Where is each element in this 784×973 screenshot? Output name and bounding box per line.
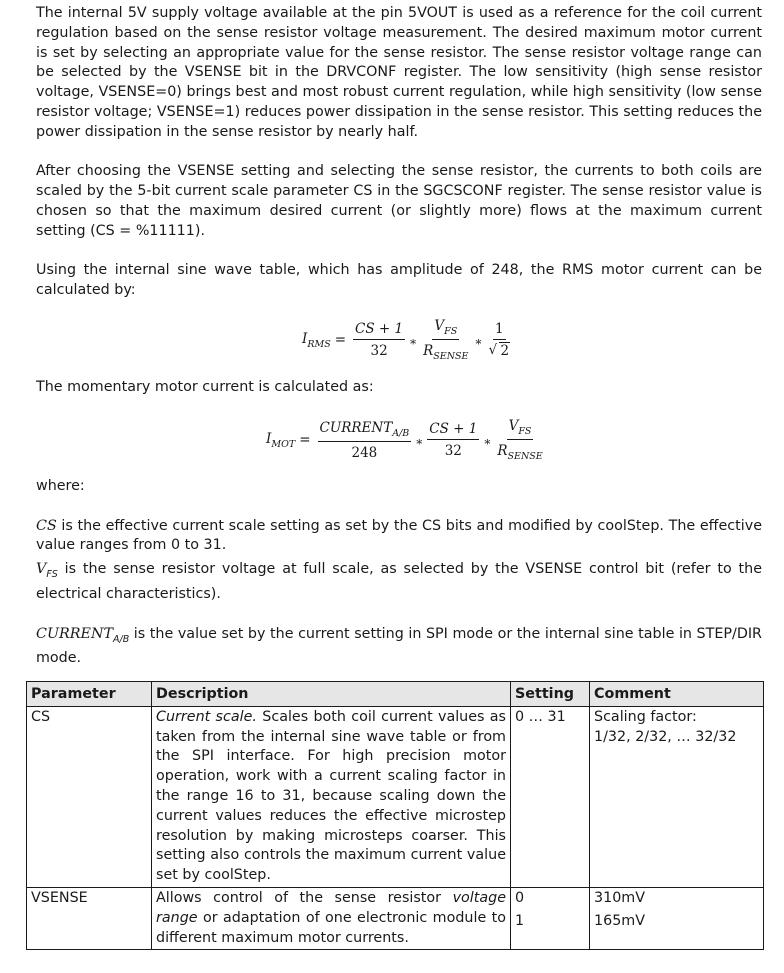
table-header-row — [27, 682, 764, 707]
table-row — [27, 887, 764, 949]
table-row — [27, 706, 764, 887]
document-body — [36, 4, 762, 301]
eq1-fraction-cs: $\frac{CS + 1}{32}$ — [355, 321, 404, 359]
paragraph-reference-voltage: The internal 5V supply voltage available at the pin 5VOUT is used as a reference for the coil current regulation based on the sense resistor voltage measurement. The desired maximum motor current is set by selecting an appropriate value for the sense resistor. The sense resistor voltage range can be selected by the VSENSE bit in the DRVCONF register. The low sensitivity (high sense resistor voltage, VSENSE=0) brings best and most robust current regulation, while high sensitivity (low sense resistor voltage; VSENSE=1) reduces power dissipation in the sense resistor. This setting reduces the power dissipation in the sense resistor by nearly half. — [36, 5, 762, 140]
eq2-lhs: $I_{MOT}$ — [266, 430, 296, 450]
header-setting: Setting — [511, 682, 590, 707]
eq2-fraction-vfs: $\frac{V_{FS}}{R_{SENSE}}$ — [497, 418, 543, 462]
equation-momentary-current: $I_{MOT}$ = $\frac{CURRENT_{A/B}}{248}$ * $\frac{CS + 1}{32}$ * $\frac{V_{FS}}{R_{SENSE}}$ — [266, 418, 543, 462]
sqrt-symbol: √ 2 — [488, 343, 510, 359]
paragraph-where: where: — [36, 478, 85, 494]
eq1-fraction-vfs: $\frac{V_{FS}}{R_{SENSE}}$ — [423, 318, 469, 362]
header-parameter: Parameter — [27, 682, 152, 707]
paragraph-momentary-intro: The momentary motor current is calculated as: — [36, 379, 374, 395]
definition-current: $CURRENT_{A/B}$ is the value set by the current setting in SPI mode or the internal sine table in STEP/DIR mode. — [36, 625, 762, 667]
eq1-lhs: $I_{RMS}$ — [302, 330, 331, 350]
cell-desc-cs: Current scale. Scales both coil current values as taken from the internal sine wave table or from the SPI interface. For high precision motor operation, work with a current scaling factor in the range 16 to 31, because scaling down the current values reduces the effective microstep resolution by making microsteps coarser. This setting also controls the maximum current value set by coolStep. — [152, 706, 511, 887]
eq2-fraction-current: $\frac{CURRENT_{A/B}}{248}$ — [319, 419, 410, 461]
paragraph-vsense-setting: After choosing the VSENSE setting and selecting the sense resistor, the currents to both coils are scaled by the 5-bit current scale parameter CS in the SGCSCONF register. The sense resistor value is chosen so that the maximum desired current (or slightly more) flows at the maximum current setting (CS = %11111). — [36, 163, 762, 239]
cell-param-cs: CS — [27, 706, 152, 887]
definition-vfs: $V_{FS}$ is the sense resistor voltage at full scale, as selected by the VSENSE control bit (refer to the electrical characteristics). — [36, 561, 762, 602]
cell-setting-vsense: 0 1 — [511, 887, 590, 949]
header-description: Description — [152, 682, 511, 707]
parameter-table — [26, 681, 764, 950]
cell-desc-vsense: Allows control of the sense resistor voltage range or adaptation of one electronic module to different maximum motor currents. — [152, 887, 511, 949]
cell-param-vsense: VSENSE — [27, 887, 152, 949]
header-comment: Comment — [590, 682, 764, 707]
equation-rms-current: $I_{RMS}$ = $\frac{CS + 1}{32}$ * $\frac{V_{FS}}{R_{SENSE}}$ * 1 √ 2 — [302, 318, 515, 362]
eq1-fraction-sqrt: 1 √ 2 — [486, 321, 512, 359]
cell-comment-cs: Scaling factor: 1/32, 2/32, … 32/32 — [590, 706, 764, 887]
paragraph-rms-intro: Using the internal sine wave table, which has amplitude of 248, the RMS motor current can be calculated by: — [36, 262, 762, 299]
definition-cs: CS is the effective current scale setting as set by the CS bits and modified by coolStep. The effective value ranges from 0 to 31. — [36, 517, 762, 554]
eq2-fraction-cs: $\frac{CS + 1}{32}$ — [429, 421, 478, 459]
cell-comment-vsense: 310mV 165mV — [590, 887, 764, 949]
cell-setting-cs: 0 … 31 — [511, 706, 590, 887]
